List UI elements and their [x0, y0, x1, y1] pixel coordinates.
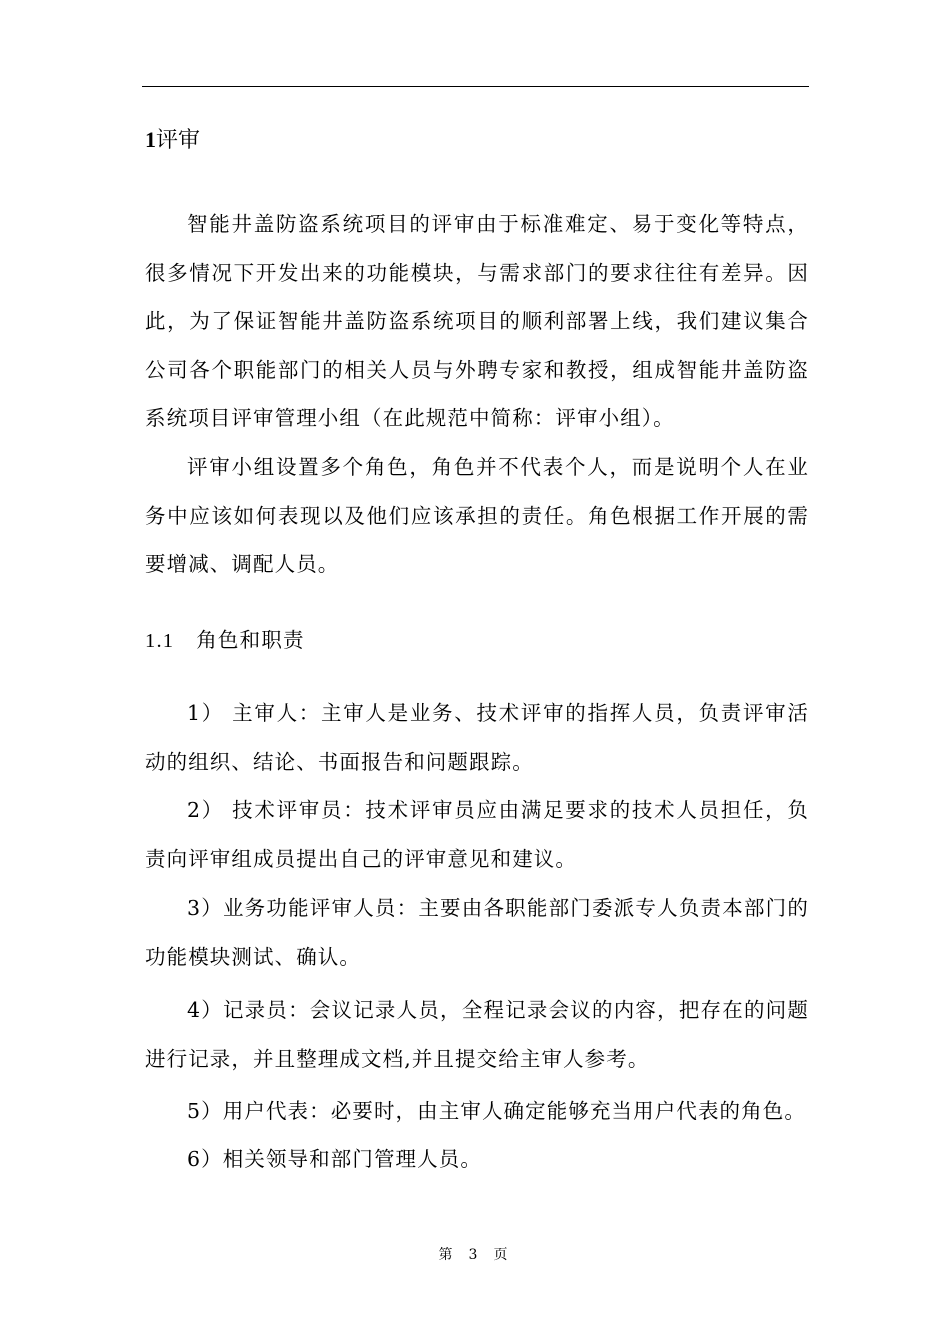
- page-footer: [0, 1245, 950, 1265]
- section-title: 评审: [156, 128, 201, 153]
- role-item-technical-reviewer: 2） 技术评审员：技术评审员应由满足要求的技术人员担任，负责向评审组成员提出自己的评审意见和建议。: [145, 798, 809, 871]
- section-heading: [145, 120, 200, 161]
- subsection-number: 1.1: [145, 630, 175, 652]
- role-item-user-representative: 5）用户代表：必要时，由主审人确定能够充当用户代表的角色。: [187, 1099, 806, 1123]
- page-number: 3: [468, 1247, 482, 1263]
- role-item-recorder: 4）记录员：会议记录人员，全程记录会议的内容，把存在的问题进行记录，并且整理成文档,并且提交给主审人参考。: [145, 998, 809, 1071]
- roles-intro-paragraph: 评审小组设置多个角色，角色并不代表个人，而是说明个人在业务中应该如何表现以及他们应该承担的责任。角色根据工作开展的需要增减、调配人员。: [145, 455, 809, 576]
- intro-paragraph: 智能井盖防盗系统项目的评审由于标准难定、易于变化等特点，很多情况下开发出来的功能模块，与需求部门的要求往往有差异。因此，为了保证智能井盖防盗系统项目的顺利部署上线，我们建议集合公司各个职能部门的相关人员与外聘专家和教授，组成智能井盖防盗系统项目评审管理小组（在此规范中简称：评审小组）。: [145, 212, 809, 430]
- subsection-title: 角色和职责: [196, 628, 305, 652]
- role-item-leadership: 6）相关领导和部门管理人员。: [187, 1147, 482, 1171]
- subsection-heading: [145, 618, 305, 663]
- section-number: 1: [145, 127, 156, 152]
- role-item-chief-reviewer: 1） 主审人：主审人是业务、技术评审的指挥人员，负责评审活动的组织、结论、书面报告和问题跟踪。: [145, 701, 809, 774]
- header-rule: [142, 86, 809, 87]
- role-item-business-reviewer: 3）业务功能评审人员：主要由各职能部门委派专人负责本部门的功能模块测试、确认。: [145, 896, 809, 969]
- footer-prefix: 第: [438, 1247, 457, 1263]
- footer-suffix: 页: [493, 1247, 512, 1263]
